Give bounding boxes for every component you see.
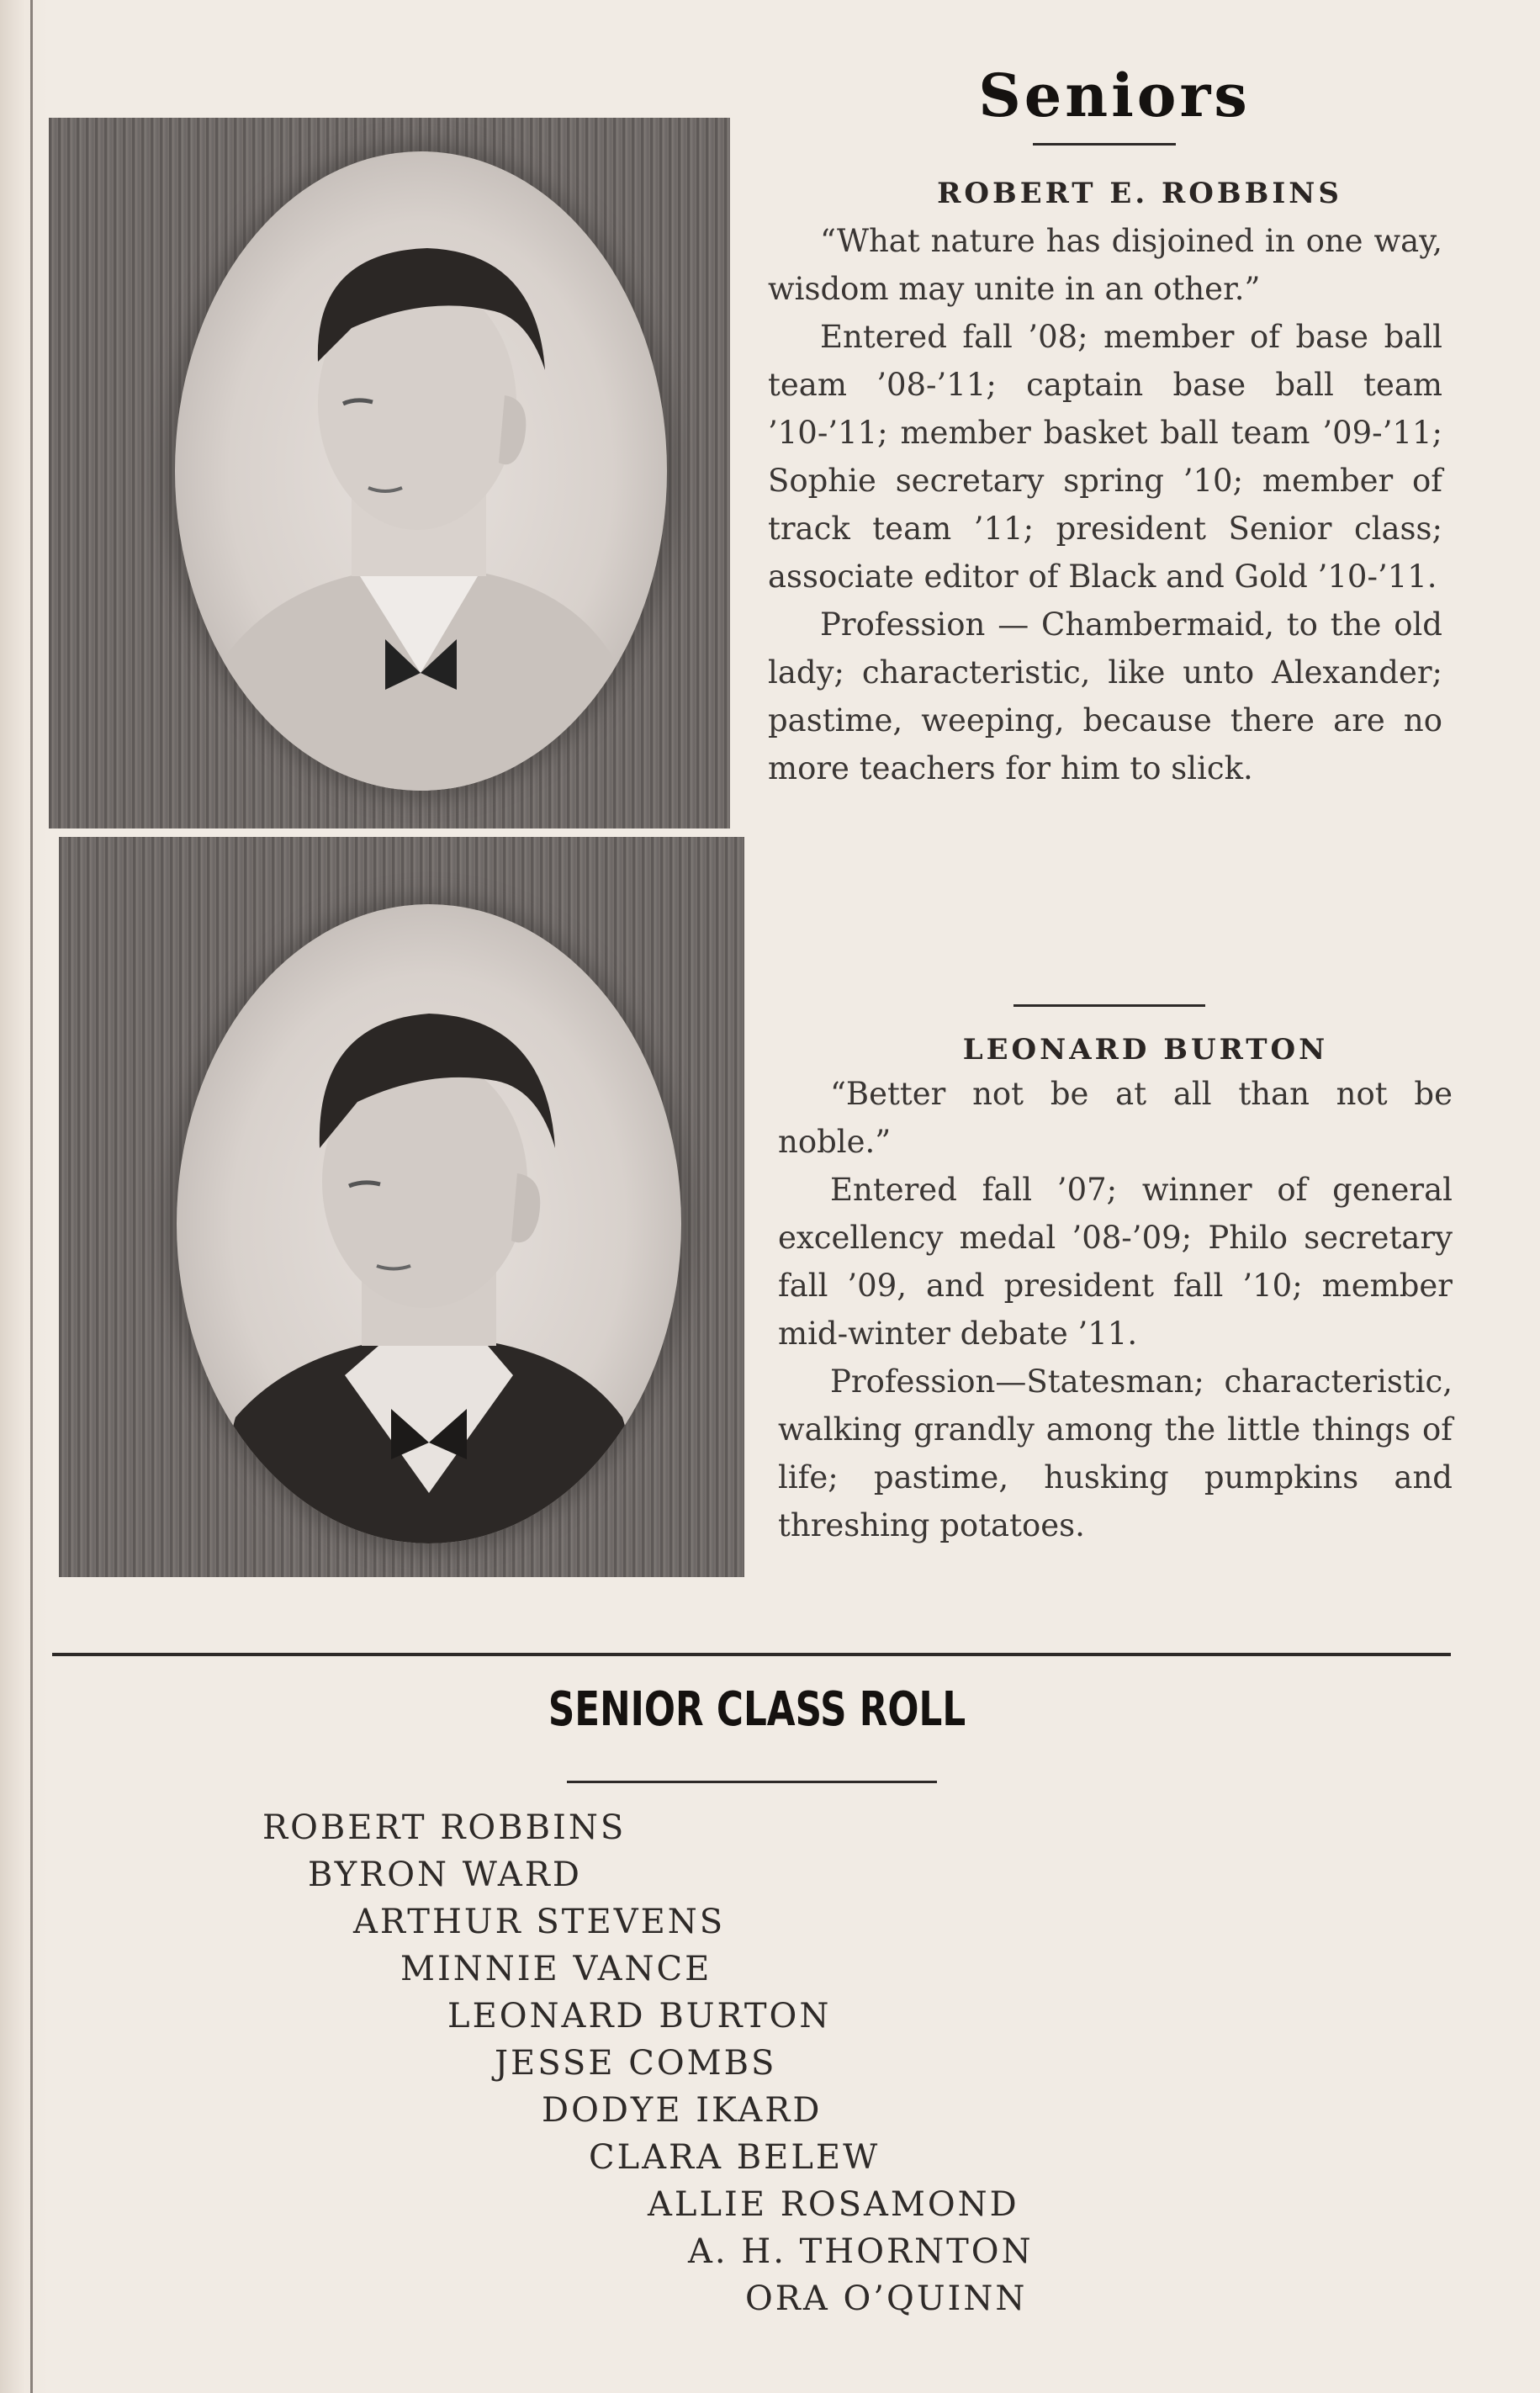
- title-rule: [1033, 143, 1176, 146]
- portrait-figure-burton: [177, 904, 681, 1543]
- page-gutter: [0, 0, 49, 2393]
- roll-name: ORA O’QUINN: [745, 2279, 1028, 2318]
- portrait-oval: [177, 904, 681, 1543]
- portrait-photo-burton: [59, 837, 744, 1577]
- student-quote: “Better not be at all than not be noble.”: [778, 1076, 1453, 1160]
- student-record: Entered fall ’07; winner of general excellency medal ’08-’09; Philo secretary fall ’09, and president fall ’10; member mid-winter debate ’11.: [778, 1172, 1453, 1352]
- roll-name: A. H. THORNTON: [688, 2232, 1034, 2271]
- section-rule: [1013, 1004, 1205, 1007]
- portrait-oval: [175, 151, 667, 791]
- student-profession: Profession — Chambermaid, to the old lady; characteristic, like unto Alexander; pastime, weeping, because there are no more teachers for him to slick.: [768, 606, 1442, 786]
- roll-name: ROBERT ROBBINS: [262, 1808, 627, 1847]
- page-title: Seniors: [978, 61, 1251, 130]
- student-record: Entered fall ’08; member of base ball team ’08-’11; captain base ball team ’10-’11; member basket ball team ’09-’11; Sophie secretary spring ’10; member of track team ’11; president Senior class; associate editor of Black and Gold ’10-’11.: [768, 319, 1442, 595]
- student-bio: [768, 217, 1442, 792]
- binding-edge: [30, 0, 33, 2393]
- portrait-figure-robbins: [175, 151, 667, 791]
- student-quote: “What nature has disjoined in one way, wisdom may unite in an other.”: [768, 223, 1442, 307]
- roll-name: DODYE IKARD: [542, 2091, 823, 2130]
- student-name: ROBERT E. ROBBINS: [937, 177, 1342, 210]
- roll-name: LEONARD BURTON: [447, 1997, 832, 2036]
- roll-name: BYRON WARD: [308, 1856, 582, 1894]
- roll-name: ALLIE ROSAMOND: [648, 2185, 1019, 2224]
- roll-name: MINNIE VANCE: [400, 1950, 712, 1988]
- portrait-photo-robbins: [49, 118, 730, 829]
- roll-title-rule: [567, 1781, 937, 1783]
- roll-name: CLARA BELEW: [589, 2138, 881, 2177]
- section-divider: [52, 1653, 1451, 1656]
- student-profession: Profession—Statesman; characteristic, walking grandly among the little things of life; pastime, husking pumpkins and threshing potatoes.: [778, 1363, 1453, 1543]
- student-name: LEONARD BURTON: [962, 1033, 1329, 1067]
- roll-name: ARTHUR STEVENS: [353, 1903, 726, 1941]
- student-bio: [778, 1070, 1453, 1549]
- roll-name: JESSE COMBS: [495, 2044, 777, 2083]
- class-roll-title: SENIOR CLASS ROLL: [548, 1682, 966, 1737]
